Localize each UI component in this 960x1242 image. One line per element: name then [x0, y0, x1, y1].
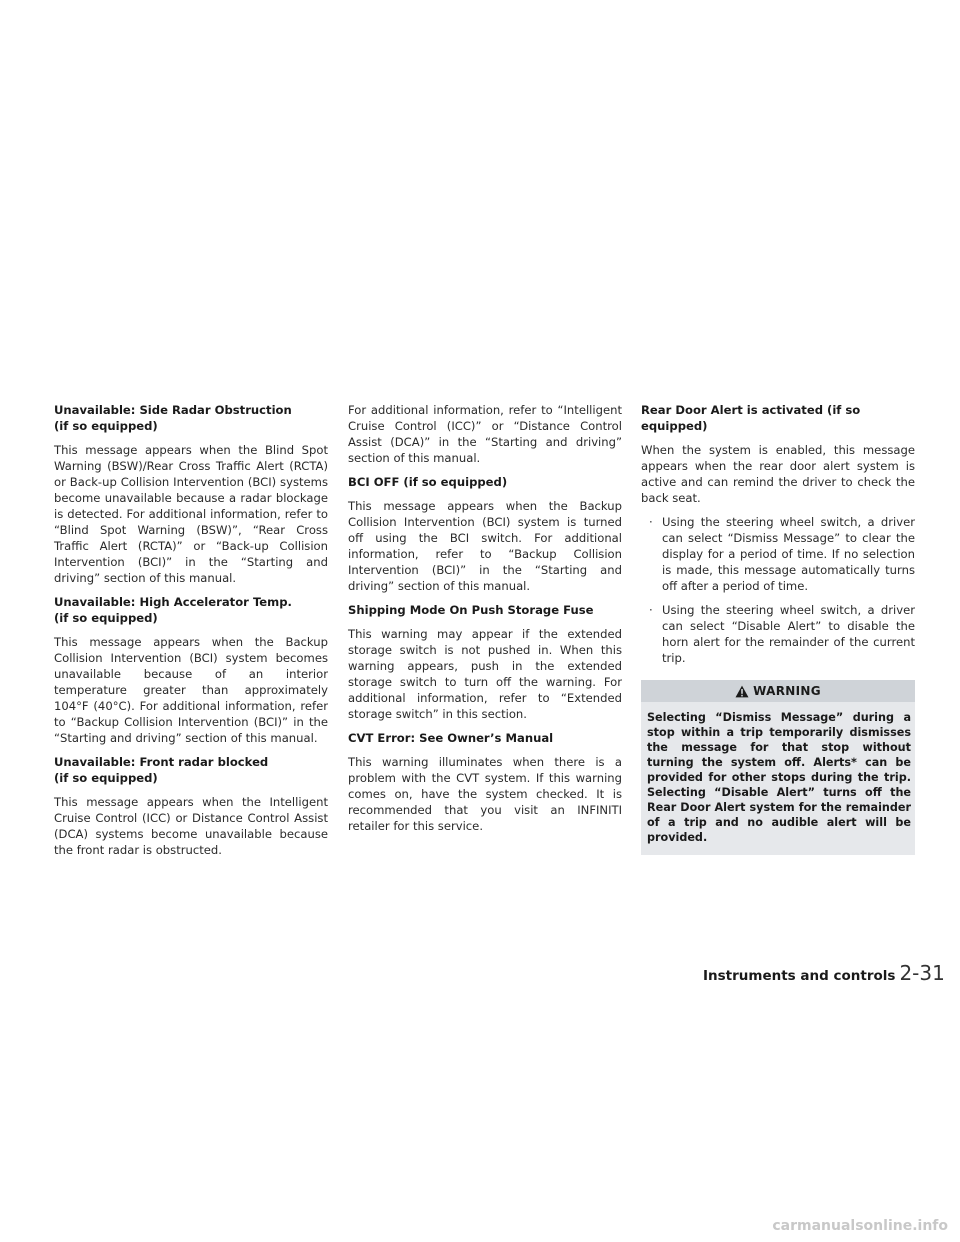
warning-text: Selecting “Dismiss Message” during a stop within a trip temporarily dismisses the message for that stop without turning the system off. Alerts* can be provided for other stops during the trip. Selecting “Disable Alert” turns off the Rear Door Alert system for the remainder of a trip and no audible alert will be provided.	[647, 711, 911, 844]
paragraph-shipping-mode: This warning may appear if the extended storage switch is not pushed in. When this warning appears, push in the extended storage switch to turn off the warning. For additional information, refer to “Extended storage switch” in this section.	[348, 627, 622, 721]
paragraph-bci-off: This message appears when the Backup Collision Intervention (BCI) system is turned off using the BCI switch. For additional information, refer to “Backup Collision Intervention (BCI)” in the “Starting and driving” section of this manual.	[348, 499, 622, 593]
paragraph-high-accelerator-temp: This message appears when the Backup Collision Intervention (BCI) system becomes unavailable because of an interior temperature greater than approximately 104°F (40°C). For additional information, refer to “Backup Collision Intervention (BCI)” in the “Starting and driving” section of this manual.	[54, 635, 328, 745]
warning-title: WARNING	[753, 684, 821, 698]
paragraph-side-radar-obstruction: This message appears when the Blind Spot Warning (BSW)/Rear Cross Traffic Alert (RCTA) or Back-up Collision Intervention (BCI) systems become unavailable because a radar blockage is detected. For additional information, refer to “Blind Spot Warning (BSW)”, “Rear Cross Traffic Alert (RCTA)” or “Back-up Collision Intervention (BCI)” in the “Starting and driving” section of this manual.	[54, 443, 328, 585]
heading-cvt-error: CVT Error: See Owner’s Manual	[348, 731, 554, 745]
paragraph-cvt-error: This warning illuminates when there is a problem with the CVT system. If this warning comes on, have the system checked. It is recommended that you visit an INFINITI retailer for this service.	[348, 755, 622, 833]
warning-header	[641, 680, 915, 702]
column-middle	[348, 402, 622, 842]
heading-shipping-mode: Shipping Mode On Push Storage Fuse	[348, 603, 594, 617]
paragraph-icc-dca-reference: For additional information, refer to “Intelligent Cruise Control (ICC)” or “Distance Control Assist (DCA)” in the “Starting and driving” section of this manual.	[348, 403, 622, 465]
list-item: · Using the steering wheel switch, a driver can select “Disable Alert” to disable the horn alert for the remainder of the current trip.	[649, 603, 915, 665]
heading-high-accelerator-temp: Unavailable: High Accelerator Temp. (if so equipped)	[54, 595, 292, 625]
heading-bci-off: BCI OFF (if so equipped)	[348, 475, 508, 489]
page-footer	[703, 961, 945, 985]
page-number: 2-31	[899, 961, 945, 985]
column-left	[54, 402, 328, 866]
warning-box	[641, 680, 915, 855]
column-right	[641, 402, 915, 855]
list-item: · Using the steering wheel switch, a driver can select “Dismiss Message” to clear the display for a period of time. If no selection is made, this message automatically turns off after a period of time.	[649, 515, 915, 593]
bullet-list	[641, 514, 915, 666]
bullet-marker: ·	[649, 515, 653, 529]
heading-front-radar-blocked: Unavailable: Front radar blocked (if so equipped)	[54, 755, 269, 785]
warning-triangle-icon	[735, 685, 749, 698]
heading-rear-door-alert: Rear Door Alert is activated (if so equipped)	[641, 403, 861, 433]
bullet-marker: ·	[649, 603, 653, 617]
paragraph-front-radar-blocked: This message appears when the Intelligent Cruise Control (ICC) or Distance Control Assist (DCA) systems become unavailable because the front radar is obstructed.	[54, 795, 328, 857]
section-title: Instruments and controls	[703, 968, 896, 984]
paragraph-rear-door-alert: When the system is enabled, this message appears when the rear door alert system is active and can remind the driver to check the back seat.	[641, 443, 915, 505]
heading-side-radar-obstruction: Unavailable: Side Radar Obstruction (if so equipped)	[54, 403, 292, 433]
watermark: carmanualsonline.info	[772, 1218, 948, 1234]
